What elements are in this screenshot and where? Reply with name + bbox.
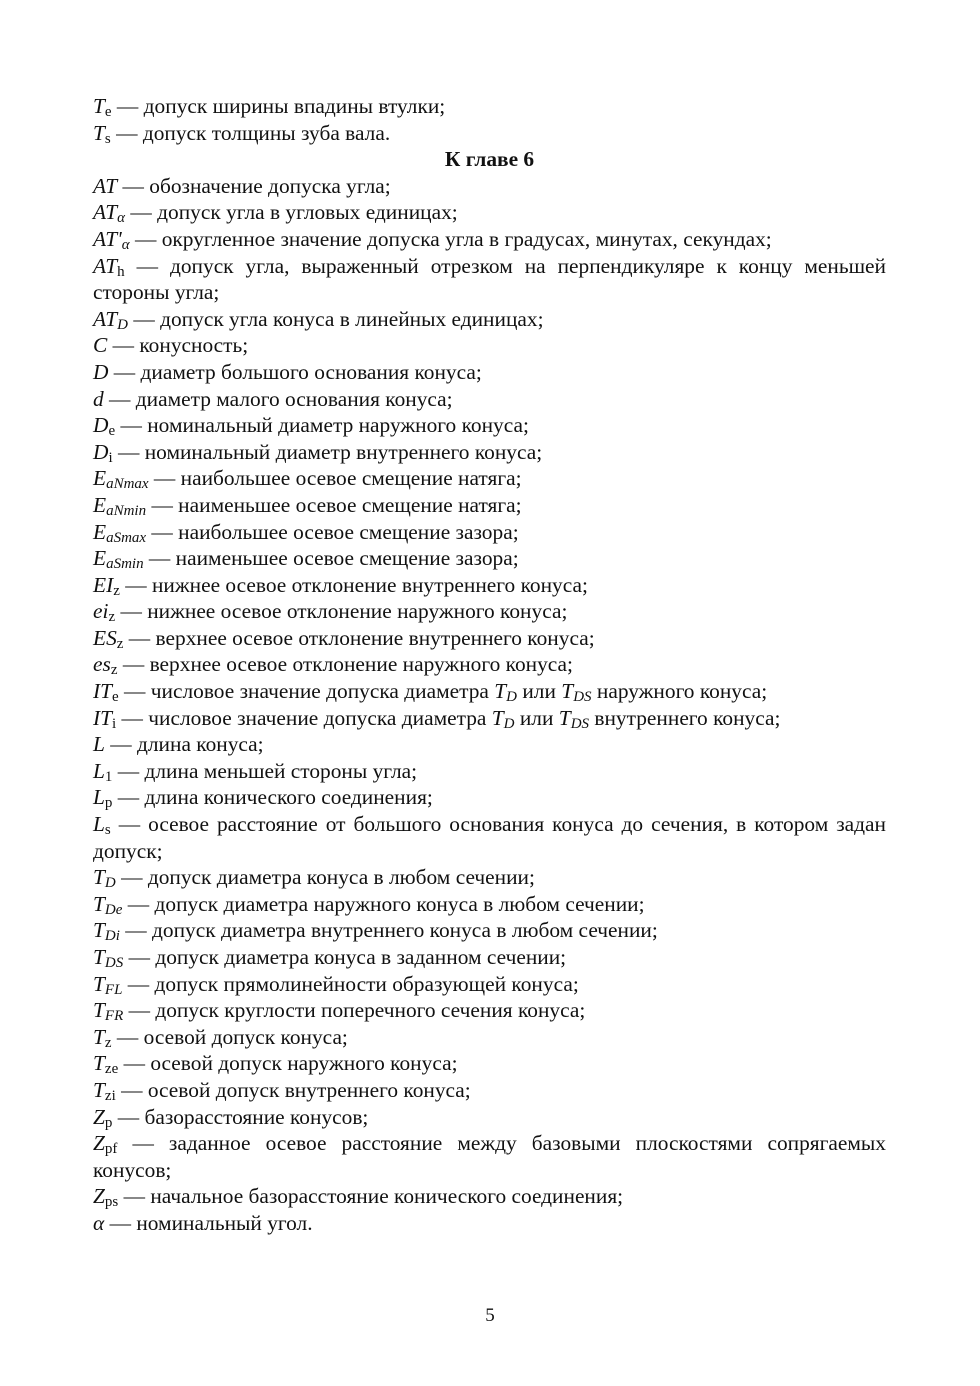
definition-text: — диаметр малого основания конуса; — [103, 386, 453, 411]
definition-text: — длина конуса; — [104, 732, 264, 757]
definition-text: — нижнее осевое отклонение наружного конуса; — [115, 599, 568, 624]
definition-item — [93, 1183, 886, 1210]
symbol-subscript: aSmin — [106, 556, 144, 573]
symbol-subscript: e — [104, 104, 112, 120]
definition-text: — числовое значение допуска диаметра — [118, 679, 495, 704]
definition-text: — допуск диаметра конуса в заданном сечении; — [123, 945, 567, 969]
symbol-subscript: Di — [104, 928, 120, 945]
symbol-subscript: D — [117, 316, 129, 333]
definition-text: — длина конического соединения; — [112, 785, 433, 810]
definition-item — [93, 572, 886, 599]
symbol: D — [93, 439, 109, 464]
symbol: T — [93, 945, 105, 969]
symbol: T — [561, 679, 574, 704]
definition-text: или — [517, 679, 562, 704]
definition-text: — допуск круглости поперечного сечения конуса; — [123, 998, 586, 1023]
definition-item — [93, 386, 886, 413]
definition-text: — допуск прямолинейности образующей конуса; — [122, 971, 579, 996]
symbol: d — [93, 386, 104, 411]
definition-text: — осевой допуск наружного конуса; — [118, 1051, 458, 1076]
definition-item — [93, 492, 886, 519]
symbol: IT — [93, 705, 113, 730]
definition-item — [93, 93, 886, 120]
definition-item — [93, 465, 886, 492]
symbol: E — [93, 546, 107, 571]
symbol-subscript: De — [104, 901, 123, 918]
symbol-subscript: DS — [104, 955, 124, 971]
symbol-subscript: aSmax — [106, 529, 147, 546]
symbol-subscript: pf — [104, 1141, 118, 1158]
symbol: T — [93, 94, 105, 118]
symbol-subscript: α — [121, 236, 130, 253]
definition-text: — номинальный угол. — [104, 1210, 313, 1235]
definition-text: — допуск диаметра наружного конуса в любом сечении; — [122, 891, 645, 916]
definition-item — [93, 1077, 886, 1104]
symbol: α — [93, 1210, 105, 1235]
symbol: T — [93, 1024, 105, 1049]
definition-text: — нижнее осевое отклонение внутреннего конуса; — [119, 572, 588, 597]
definition-item — [93, 917, 886, 944]
definition-item — [93, 651, 886, 678]
symbol-subscript: z — [104, 1034, 112, 1051]
definition-text: — верхнее осевое отклонение наружного конуса; — [117, 652, 573, 677]
symbol-subscript: z — [108, 609, 116, 626]
definition-text: — допуск угла в угловых единицах; — [125, 200, 458, 225]
definition-item — [93, 439, 886, 466]
symbol: L — [93, 812, 105, 837]
symbol-subscript: ze — [104, 1061, 119, 1078]
definition-item — [93, 598, 886, 625]
symbol: T — [558, 705, 571, 730]
symbol: AT — [93, 306, 118, 331]
definition-item — [93, 784, 886, 811]
definition-item — [93, 1050, 886, 1077]
definition-item — [93, 332, 886, 359]
chapter-heading: К главе 6 — [444, 147, 535, 172]
symbol-subscript: p — [104, 795, 113, 812]
definition-text: — диаметр большого основания конуса; — [108, 359, 482, 384]
definition-text: — допуск угла, выраженный отрезком на перпендикуляре к концу меньшей стороны угла; — [93, 253, 886, 305]
definition-item — [93, 1024, 886, 1051]
symbol-subscript: s — [104, 130, 111, 147]
symbol-subscript: α — [117, 210, 126, 227]
definition-text: — начальное базорасстояние конического соединения; — [118, 1184, 624, 1209]
page-body — [93, 93, 886, 1237]
definition-item — [93, 519, 886, 546]
symbol-subscript: e — [112, 689, 119, 706]
symbol: E — [93, 492, 107, 517]
definition-item — [93, 1130, 886, 1183]
symbol: L — [93, 732, 105, 757]
definition-item — [93, 199, 886, 226]
symbol: T — [93, 120, 105, 145]
symbol: E — [93, 466, 107, 491]
symbol: AT' — [93, 226, 122, 251]
definition-text: — допуск диаметра конуса в любом сечении; — [115, 865, 535, 890]
definition-text: — допуск ширины впадины втулки; — [111, 94, 446, 118]
symbol-subscript: z — [113, 582, 120, 599]
symbol: Z — [93, 1131, 105, 1156]
symbol-subscript: D — [104, 875, 116, 892]
definition-text: — наибольшее осевое смещение натяга; — [148, 466, 522, 491]
symbol: T — [93, 998, 105, 1023]
definition-item — [93, 253, 886, 306]
symbol: L — [93, 785, 105, 810]
symbol: T — [93, 891, 105, 916]
symbol-subscript: FL — [104, 981, 123, 998]
symbol: ei — [93, 599, 109, 624]
definition-text: — базорасстояние конусов; — [112, 1104, 369, 1129]
symbol: Z — [93, 1104, 105, 1129]
symbol: es — [93, 652, 111, 677]
symbol: AT — [93, 253, 118, 278]
definition-item — [93, 306, 886, 333]
definition-item — [93, 891, 886, 918]
symbol-subscript: DS — [573, 689, 592, 706]
definition-text: наружного конуса; — [591, 679, 768, 704]
symbol: T — [494, 679, 507, 704]
definition-item — [93, 625, 886, 652]
symbol-subscript: zi — [104, 1087, 116, 1104]
definition-item — [93, 705, 886, 732]
symbol-subscript: D — [506, 689, 518, 706]
definition-text: — наименьшее осевое смещение зазора; — [143, 546, 519, 571]
symbol: T — [93, 971, 105, 996]
definition-item — [93, 412, 886, 439]
symbol: ES — [93, 625, 117, 650]
definition-text: или — [514, 705, 559, 730]
definition-text: — номинальный диаметр наружного конуса; — [115, 413, 529, 438]
definition-item — [93, 359, 886, 386]
symbol-subscript: z — [116, 635, 124, 652]
definition-item — [93, 173, 886, 200]
symbol-subscript: 1 — [104, 768, 113, 785]
definition-text: — наименьшее осевое смещение натяга; — [146, 492, 522, 517]
symbol-subscript: i — [108, 449, 113, 466]
symbol-subscript: ps — [104, 1194, 119, 1211]
symbol: T — [93, 918, 105, 943]
definition-text: — длина меньшей стороны угла; — [112, 758, 418, 783]
definition-text: — осевой допуск конуса; — [111, 1024, 348, 1049]
symbol: C — [93, 333, 108, 358]
definition-item — [93, 971, 886, 998]
definition-text: — наибольшее осевое смещение зазора; — [146, 519, 519, 544]
definition-text: — номинальный диаметр внутреннего конуса; — [112, 439, 543, 464]
symbol: E — [93, 519, 107, 544]
definition-item — [93, 120, 886, 147]
symbol-subscript: DS — [570, 715, 590, 732]
symbol: D — [93, 413, 109, 438]
definition-text: — допуск толщины зуба вала. — [110, 120, 391, 145]
definition-item — [93, 731, 886, 758]
symbol: T — [93, 1077, 105, 1102]
symbol: L — [93, 758, 105, 783]
definition-item — [93, 678, 886, 705]
definition-text: — верхнее осевое отклонение внутреннего конуса; — [123, 625, 595, 650]
definition-text: внутреннего конуса; — [589, 705, 781, 730]
symbol-subscript: e — [108, 423, 116, 440]
definition-item — [93, 545, 886, 572]
symbol: D — [93, 359, 109, 384]
symbol-subscript: aNmax — [106, 476, 149, 493]
definition-item — [93, 944, 886, 971]
symbol: T — [93, 865, 105, 890]
definition-text: — допуск диаметра внутреннего конуса в любом сечении; — [119, 918, 658, 943]
definition-item — [93, 1104, 886, 1131]
symbol-subscript: aNmin — [106, 502, 147, 519]
symbol-subscript: p — [104, 1114, 113, 1131]
symbol-subscript: D — [503, 715, 515, 732]
symbol: Z — [93, 1184, 105, 1209]
symbol-subscript: z — [110, 662, 118, 679]
definition-text: — осевое расстояние от большого основания конуса до сечения, в котором задан допуск; — [93, 812, 886, 863]
definition-text: — числовое значение допуска диаметра — [116, 705, 492, 730]
symbol: T — [491, 705, 504, 730]
definition-item — [93, 811, 886, 864]
symbol: EI — [93, 572, 114, 597]
definition-text: — допуск угла конуса в линейных единицах; — [128, 306, 544, 331]
definition-text: — обозначение допуска угла; — [117, 173, 391, 198]
definition-text: — конусность; — [107, 333, 249, 358]
symbol-subscript: h — [117, 263, 125, 280]
symbol: AT — [93, 173, 118, 198]
symbol: T — [93, 1051, 105, 1076]
symbol-subscript: i — [112, 715, 117, 732]
definition-item — [93, 864, 886, 891]
symbol-subscript: s — [104, 822, 111, 839]
symbol-subscript: FR — [104, 1008, 124, 1025]
definition-item — [93, 758, 886, 785]
definition-item — [93, 226, 886, 253]
definition-text: — осевой допуск внутреннего конуса; — [115, 1077, 471, 1102]
definition-item — [93, 997, 886, 1024]
definition-text: — округленное значение допуска угла в градусах, минутах, секундах; — [129, 226, 772, 251]
symbol: AT — [93, 200, 118, 225]
page-number: 5 — [485, 1305, 495, 1326]
definition-text: — заданное осевое расстояние между базовыми плоскостями сопрягаемых конусов; — [93, 1131, 886, 1182]
definition-item — [93, 1210, 886, 1237]
symbol: IT — [93, 679, 113, 704]
